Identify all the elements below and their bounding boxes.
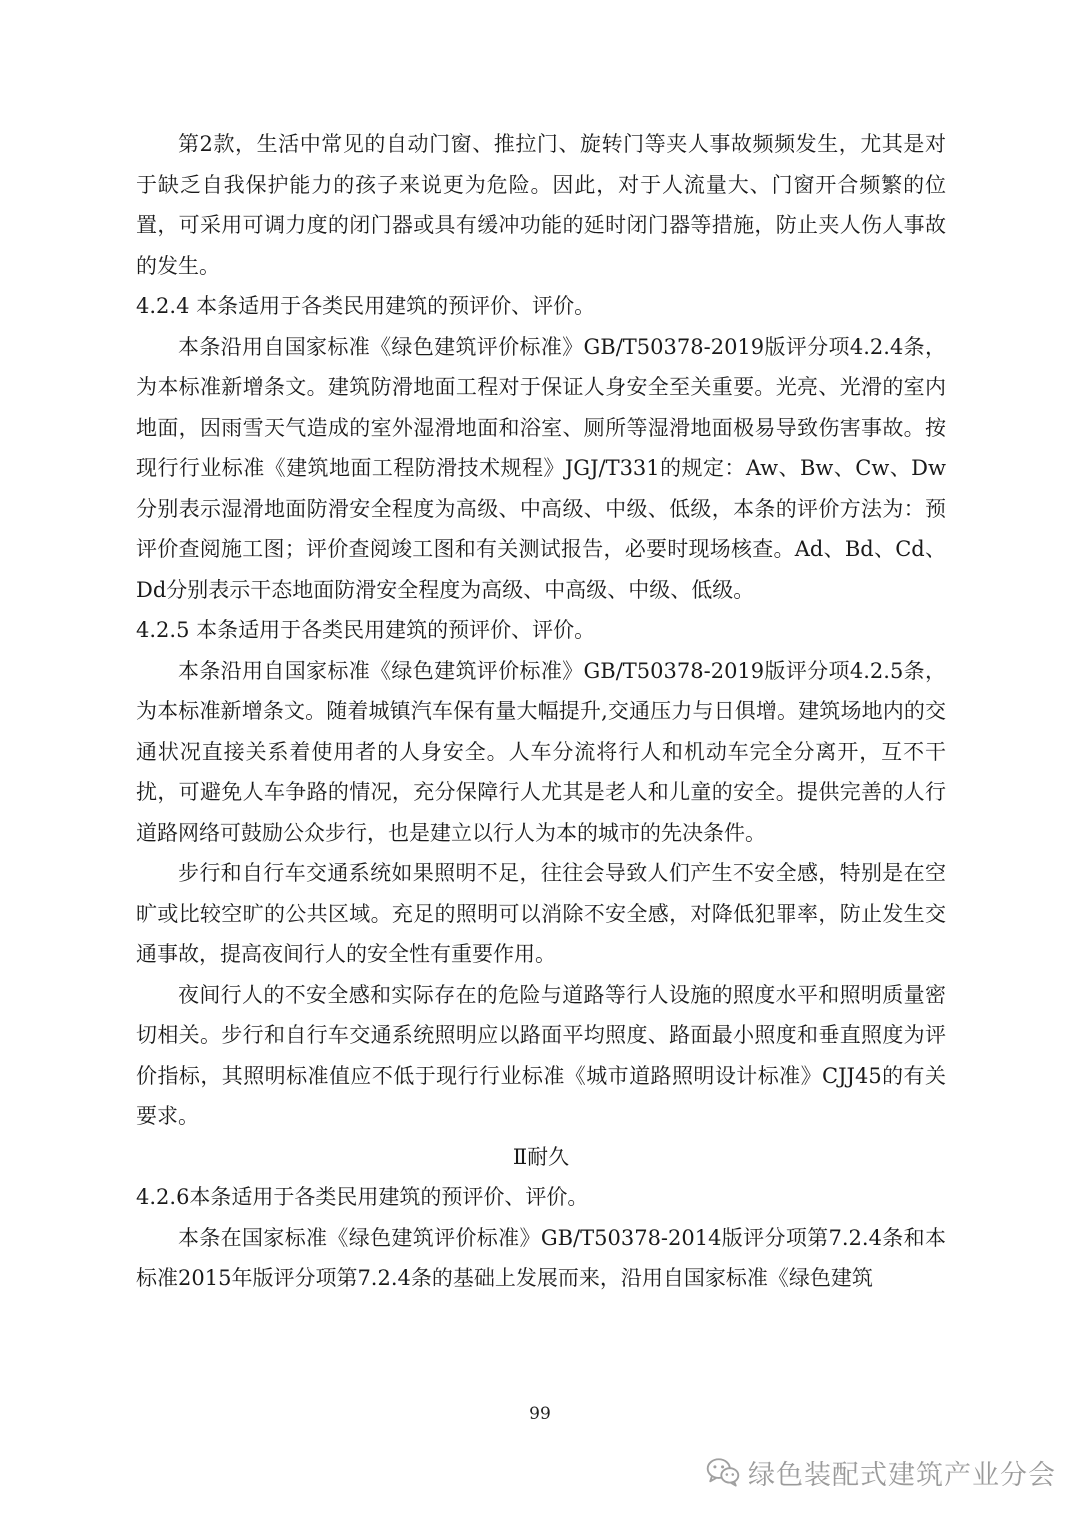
clause-heading-4-2-4: 4.2.4 本条适用于各类民用建筑的预评价、评价。: [136, 294, 596, 318]
clause-heading-4-2-5: 4.2.5 本条适用于各类民用建筑的预评价、评价。: [136, 618, 596, 642]
section-title-durability: Ⅱ耐久: [512, 1144, 570, 1169]
paragraph-door-closer: 第2款，生活中常见的自动门窗、推拉门、旋转门等夹人事故频频发生，尤其是对于缺乏自我保护能力的孩子来说更为危险。因此，对于人流量大、门窗开合频繁的位置，可采用可调力度的闭门器或具有缓冲功能的延时闭门器等措施，防止夹人伤人事故的发生。: [136, 132, 946, 278]
paragraph-anti-slip: 本条沿用自国家标准《绿色建筑评价标准》GB/T50378-2019版评分项4.2.4条，为本标准新增条文。建筑防滑地面工程对于保证人身安全至关重要。光亮、光滑的室内地面，因雨雪天气造成的室外湿滑地面和浴室、厕所等湿滑地面极易导致伤害事故。按现行行业标准《建筑地面工程防滑技术规程》JGJ/T331的规定：Aw、Bw、Cw、Dw分别表示湿滑地面防滑安全程度为高级、中高级、中级、低级，本条的评价方法为：预评价查阅施工图；评价查阅竣工图和有关测试报告，必要时现场核查。Ad、Bd、Cd、Dd分别表示干态地面防滑安全程度为高级、中高级、中级、低级。: [136, 334, 946, 602]
paragraph-traffic-separation: 本条沿用自国家标准《绿色建筑评价标准》GB/T50378-2019版评分项4.2.5条，为本标准新增条文。随着城镇汽车保有量大幅提升,交通压力与日俱增。建筑场地内的交通状况直接关系着使用者的人身安全。人车分流将行人和机动车完全分离开，互不干扰，可避免人车争路的情况，充分保障行人尤其是老人和儿童的安全。提供完善的人行道路网络可鼓励公众步行，也是建立以行人为本的城市的先决条件。: [136, 658, 946, 845]
paragraph-durability-origin: 本条在国家标准《绿色建筑评价标准》GB/T50378-2014版评分项第7.2.4条和本标准2015年版评分项第7.2.4条的基础上发展而来，沿用自国家标准《绿色建筑: [136, 1225, 946, 1290]
page-content: [136, 124, 946, 1299]
paragraph-lighting-standard: 夜间行人的不安全感和实际存在的危险与道路等行人设施的照度水平和照明质量密切相关。步行和自行车交通系统照明应以路面平均照度、路面最小照度和垂直照度为评价指标，其照明标准值应不低于现行行业标准《城市道路照明设计标准》CJJ45的有关要求。: [136, 982, 946, 1128]
paragraph-lighting-safety: 步行和自行车交通系统如果照明不足，往往会导致人们产生不安全感，特别是在空旷或比较空旷的公共区域。充足的照明可以消除不安全感，对降低犯罪率，防止发生交通事故，提高夜间行人的安全性有重要作用。: [136, 861, 946, 966]
watermark-text: 绿色装配式建筑产业分会: [748, 1459, 1056, 1491]
wechat-icon: [706, 1454, 740, 1490]
clause-heading-4-2-6: 4.2.6本条适用于各类民用建筑的预评价、评价。: [136, 1185, 589, 1209]
watermark: [706, 1452, 1056, 1492]
page-number: 99: [529, 1404, 551, 1424]
